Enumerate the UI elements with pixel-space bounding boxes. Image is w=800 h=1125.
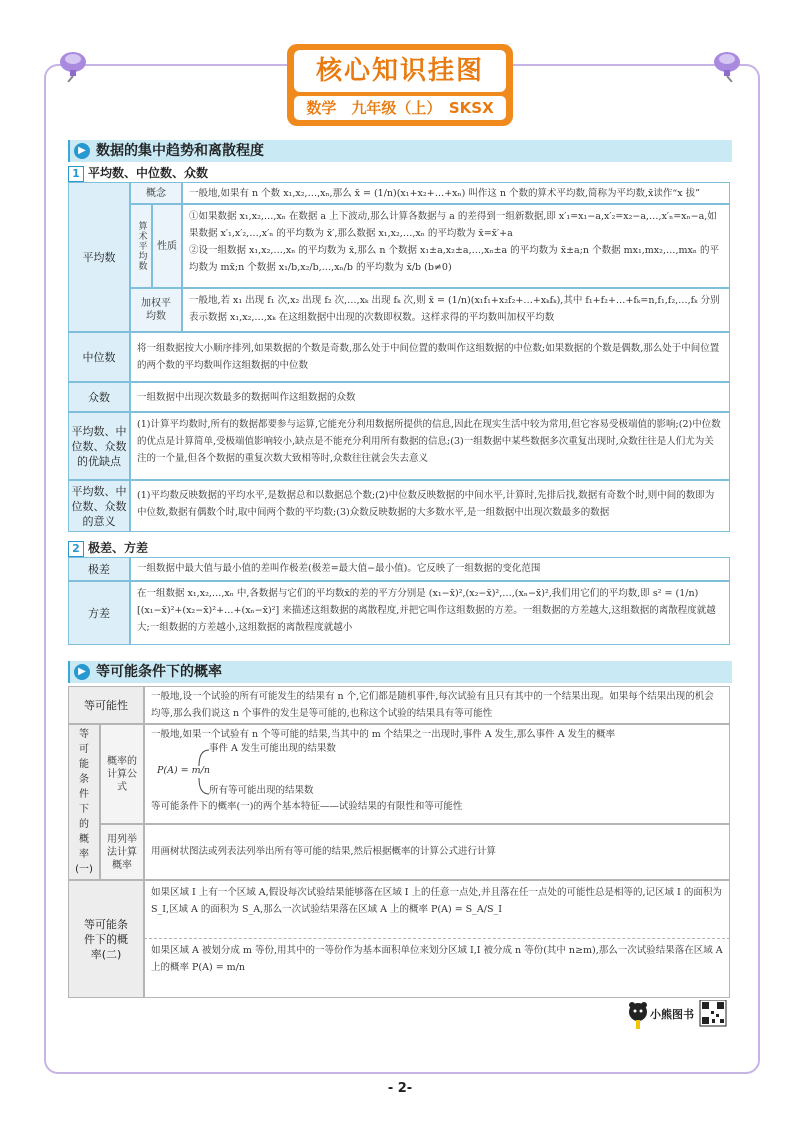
formula-cell <box>144 724 730 824</box>
formula-label: 概率的计算公式 <box>100 724 144 824</box>
formula: P(A) = m/n <box>157 765 210 776</box>
subsection-number: 1 <box>68 166 84 182</box>
equal-label: 等可能性 <box>68 686 144 724</box>
arrow-icon: ▶ <box>74 664 90 680</box>
prob2-text-2: 如果区域 A 被划分成 m 等份,用其中的一等份作为基本面积单位来划分区域 I,I 被分成 n 等份(其中 n≥m),那么一次试验结果落在区域 A 上的概率 P(A) = m/n <box>144 938 730 998</box>
equal-text: 一般地,设一个试验的所有可能发生的结果有 n 个,它们都是随机事件,每次试验有且只有其中的一个结果出现。如果每个结果出现的机会均等,那么我们说这 n 个事件的发生是等可能的,也称这个试验的结果具有等可能性 <box>144 686 730 724</box>
weighted-mean-text: 一般地,若 x₁ 出现 f₁ 次,x₂ 出现 f₂ 次,…,xₖ 出现 fₖ 次,则 x̄ = (1/n)(x₁f₁+x₂f₂+…+xₖfₖ),其中 f₁+f₂+…+fₖ=n,f₁,f₂,…,fₖ 分别表示数据 x₁,x₂,…,xₖ 在这组数据中出现的次数即权数。这样求得的平均数叫加权平均数 <box>182 288 730 332</box>
formula-top-note: 事件 A 发生可能出现的结果数 <box>209 743 336 754</box>
list-method-text: 用画树状图法或列表法列举出所有等可能的结果,然后根据概率的计算公式进行计算 <box>144 824 730 880</box>
arith-mean-label: 算术平均数 <box>130 204 152 288</box>
subsection-number: 2 <box>68 541 84 557</box>
weighted-mean-label: 加权平均数 <box>130 288 182 332</box>
section-header-statistics <box>68 140 732 162</box>
property-text <box>182 204 730 288</box>
formula-bottom-note: 所有等可能出现的结果数 <box>209 785 314 796</box>
property-label: 性质 <box>152 204 182 288</box>
variance-label: 方差 <box>68 581 130 645</box>
median-label: 中位数 <box>68 332 130 382</box>
subsection-title: 平均数、中位数、众数 <box>88 166 209 180</box>
arrow-icon: ▶ <box>74 143 90 159</box>
meaning-text: (1)平均数反映数据的平均水平,是数据总和以数据总个数;(2)中位数反映数据的中间水平,计算时,先排后找,数据有奇数个时,则中间的数即为中位数,数据有偶数个时,取中间两个数的平均数;(3)众数反映数据的大多数水平,是一组数据中出现次数最多的数据 <box>130 480 730 532</box>
median-text: 将一组数据按大小顺序排列,如果数据的个数是奇数,那么处于中间位置的数叫作这组数据的中位数;如果数据的个数是偶数,那么处于中间位置的两个数的平均数叫作这组数据的中位数 <box>130 332 730 382</box>
mean-label: 平均数 <box>68 182 130 332</box>
prob2-text-1: 如果区域 I 上有一个区域 A,假设每次试验结果能够落在区域 I 上的任意一点处,并且落在任一点处的可能性总是相等的,记区域 I 的面积为 S_I,区域 A 的面积为 S_A,那么一次试验结果落在区域 A 上的概率 P(A) = S_A/S_I <box>144 880 730 938</box>
logo-text: 小熊图书 <box>650 1008 694 1021</box>
range-label: 极差 <box>68 557 130 581</box>
page-title: 核心知识挂图 <box>294 50 506 92</box>
subsection-1 <box>68 165 208 182</box>
section-title: 等可能条件下的概率 <box>96 664 222 680</box>
property-2: ②设一组数据 x₁,x₂,…,xₙ 的平均数为 x̄,那么 n 个数据 x₁±a,x₂±a,…,xₙ±a 的平均数为 x̄±a;n 个数据 mx₁,mx₂,…,mxₙ 的平均数为 mx̄;n 个数据 x₁/b,x₂/b,…,xₙ/b 的平均数为 x̄/b (b≠0) <box>189 245 719 273</box>
meaning-label: 平均数、中位数、众数的意义 <box>68 480 130 532</box>
section-header-probability <box>68 661 732 683</box>
prob1-label: 等可能条件下的概率(一) <box>68 724 100 880</box>
subsection-2 <box>68 540 148 557</box>
range-text: 一组数据中最大值与最小值的差叫作极差(极差=最大值−最小值)。它反映了一组数据的变化范围 <box>130 557 730 581</box>
formula-note: 等可能条件下的概率(一)的两个基本特征——试验结果的有限性和等可能性 <box>151 801 463 812</box>
concept-label: 概念 <box>130 182 182 204</box>
list-method-label: 用列举法计算概率 <box>100 824 144 880</box>
pros-cons-label: 平均数、中位数、众数的优缺点 <box>68 412 130 480</box>
mode-label: 众数 <box>68 382 130 412</box>
concept-text: 一般地,如果有 n 个数 x₁,x₂,…,xₙ,那么 x̄ = (1/n)(x₁+x₂+…+xₙ) 叫作这 n 个数的算术平均数,简称为平均数,x̄读作“x 拔” <box>182 182 730 204</box>
page-number: - 2- <box>387 1081 413 1096</box>
formula-intro: 一般地,如果一个试验有 n 个等可能的结果,当其中的 m 个结果之一出现时,事件 A 发生,那么事件 A 发生的概率 <box>151 729 616 740</box>
section-title: 数据的集中趋势和离散程度 <box>96 143 264 159</box>
mode-text: 一组数据中出现次数最多的数据叫作这组数据的众数 <box>130 382 730 412</box>
property-1: ①如果数据 x₁,x₂,…,xₙ 在数据 a 上下波动,那么计算各数据与 a 的差得到一组新数据,即 x′₁=x₁−a,x′₂=x₂−a,…,x′ₙ=xₙ−a,如果数据 x′₁,x′₂,…,x′ₙ 的平均数为 x̄′,那么数据 x₁,x₂,…,xₙ 的平均数为 x̄=x̄′+a <box>189 211 717 239</box>
subsection-title: 极差、方差 <box>88 541 149 555</box>
pushpin-icon-left <box>56 48 90 82</box>
pros-cons-text: (1)计算平均数时,所有的数据都要参与运算,它能充分利用数据所提供的信息,因此在现实生活中较为常用,但它容易受极端值的影响;(2)中位数的优点是计算简单,受极端值影响较小,缺点是不能充分利用所有数据的信息;(3)一组数据中某些数据多次重复出现时,众数往往是人们尤为关注的一个量,但各个数据的重复次数大致相等时,众数往往就会失去意义 <box>130 412 730 480</box>
variance-text: 在一组数据 x₁,x₂,…,xₙ 中,各数据与它们的平均数x̄的差的平方分别是 (x₁−x̄)²,(x₂−x̄)²,…,(xₙ−x̄)²,我们用它们的平均数,即 s² = (1/n)[(x₁−x̄)²+(x₂−x̄)²+…+(xₙ−x̄)²] 来描述这组数据的离散程度,并把它叫作这组数据的方差。一组数据的方差越大,这组数据的离散程度就越大;一组数据的方差越小,这组数据的离散程度就越小 <box>130 581 730 645</box>
publisher-logo <box>628 1000 728 1034</box>
header-banner <box>287 44 513 126</box>
page-subtitle: 数学 九年级（上） SKSX <box>294 96 506 120</box>
prob2-label: 等可能条件下的概率(二) <box>68 880 144 998</box>
pushpin-icon-right <box>710 48 744 82</box>
